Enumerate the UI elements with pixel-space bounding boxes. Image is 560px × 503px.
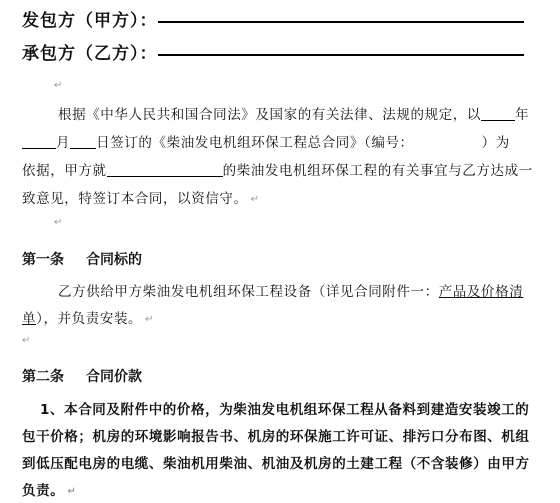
article-2-line-4: 负责。 ↵ xyxy=(22,483,77,499)
article-1-heading: 第一条 合同标的 xyxy=(22,252,142,268)
paragraph-mark: ↵ xyxy=(22,335,31,346)
preamble-line-1: 根据《中华人民共和国合同法》及国家的有关法律、法规的规定，以 年 xyxy=(58,107,530,123)
project-blank[interactable] xyxy=(107,162,223,177)
day-blank[interactable] xyxy=(70,134,96,149)
party-b-fill-line[interactable] xyxy=(158,54,524,56)
preamble-line-2: 月 日签订的《柴油发电机组环保工程总合同》（编号： ）为 xyxy=(22,131,510,151)
year-blank[interactable] xyxy=(481,106,515,121)
month-blank[interactable] xyxy=(22,134,56,149)
paragraph-mark: ↵ xyxy=(54,80,63,91)
preamble-line-4: 致意见，特签订本合同，以资信守。 ↵ xyxy=(22,191,260,207)
preamble-line-3: 依据，甲方就 的柴油发电机组环保工程的有关事宜与乙方达成一 xyxy=(22,163,533,179)
article-2-heading: 第二条 合同价款 xyxy=(22,369,142,385)
party-a-label: 发包方（甲方）： xyxy=(22,11,158,31)
party-b-label: 承包方（乙方）： xyxy=(22,44,158,64)
article-1-line-1: 乙方供给甲方柴油发电机组环保工程设备（详见合同附件一：产品及价格清 xyxy=(58,284,524,300)
paragraph-mark: ↵ xyxy=(54,217,63,228)
article-2-line-2: 包干价格；机房的环境影响报告书、机房的环保施工许可证、排污口分布图、机组 xyxy=(22,429,530,445)
article-2-line-3: 到低压配电房的电缆、柴油机用柴油、机油及机房的土建工程（不含装修）由甲方 xyxy=(22,456,530,472)
article-2-line-1: 1、本合同及附件中的价格，为柴油发电机组环保工程从备料到建造安装竣工的 xyxy=(40,402,530,418)
article-1-line-2: 单），并负责安装。 ↵ xyxy=(22,311,155,327)
party-a-fill-line[interactable] xyxy=(158,21,524,23)
